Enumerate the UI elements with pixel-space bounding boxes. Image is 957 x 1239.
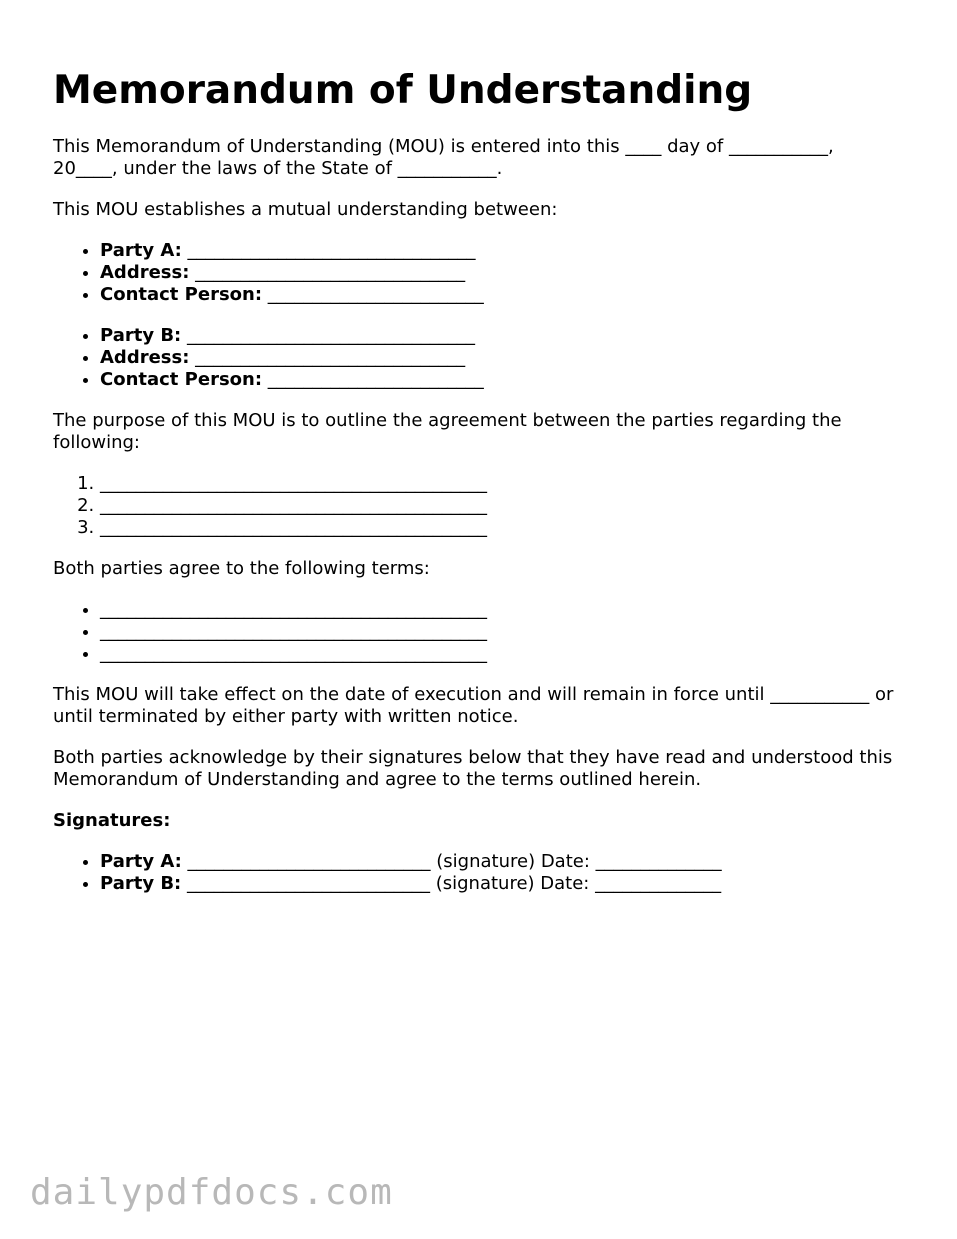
- party-b-list: [53, 325, 903, 391]
- party-b-name-line: ________________________________: [187, 325, 475, 346]
- terms-intro-paragraph: Both parties agree to the following terms:: [53, 558, 430, 579]
- party-a-address-line: ______________________________: [195, 262, 466, 283]
- party-a-list: [53, 240, 903, 306]
- party-b-contact-line: ________________________: [267, 369, 484, 390]
- list-item: • ___________________________________________: [100, 643, 903, 665]
- party-b-name: [100, 325, 903, 347]
- list-item: 3. ___________________________________________: [100, 517, 903, 539]
- party-a-address: [100, 262, 903, 284]
- party-a-name: [100, 240, 903, 262]
- list-item: 1. ___________________________________________: [100, 473, 903, 495]
- party-b-address-line: ______________________________: [195, 347, 466, 368]
- party-b-contact-label: Contact Person:: [100, 369, 263, 390]
- signature-party-a-label: Party A:: [100, 851, 182, 872]
- document-title: Memorandum of Understanding: [53, 68, 753, 113]
- document-page: [53, 68, 903, 914]
- establishes-paragraph: This MOU establishes a mutual understanding between:: [53, 199, 558, 220]
- signature-party-a-line: ___________________________ (signature) Date: ______________: [187, 851, 722, 872]
- watermark: dailypdfdocs.com: [30, 1172, 393, 1213]
- party-b-name-label: Party B:: [100, 325, 182, 346]
- party-b-address: [100, 347, 903, 369]
- effect-paragraph: This MOU will take effect on the date of execution and will remain in force until ___________ or until terminated by either party with written notice.: [53, 684, 894, 727]
- intro-paragraph: This Memorandum of Understanding (MOU) is entered into this ____ day of ___________, 20____, under the laws of the State of ___________.: [53, 136, 834, 179]
- signature-party-b: [100, 873, 903, 895]
- acknowledge-paragraph: Both parties acknowledge by their signatures below that they have read and understood this Memorandum of Understanding and agree to the terms outlined herein.: [53, 747, 893, 790]
- party-a-name-label: Party A:: [100, 240, 182, 261]
- party-a-address-label: Address:: [100, 262, 190, 283]
- list-item: • ___________________________________________: [100, 599, 903, 621]
- list-item: 2. ___________________________________________: [100, 495, 903, 517]
- purpose-list: [53, 473, 903, 539]
- party-a-name-line: ________________________________: [187, 240, 476, 261]
- list-item: • ___________________________________________: [100, 621, 903, 643]
- party-a-contact: [100, 284, 903, 306]
- signature-party-b-label: Party B:: [100, 873, 182, 894]
- signature-party-b-line: ___________________________ (signature) Date: ______________: [187, 873, 722, 894]
- party-b-contact: [100, 369, 903, 391]
- signature-party-a: [100, 851, 903, 873]
- party-b-address-label: Address:: [100, 347, 190, 368]
- purpose-paragraph: The purpose of this MOU is to outline the agreement between the parties regarding the following:: [53, 410, 842, 453]
- signatures-list: [53, 851, 903, 895]
- terms-list: [53, 599, 903, 665]
- signatures-heading: Signatures:: [53, 810, 171, 831]
- party-a-contact-label: Contact Person:: [100, 284, 263, 305]
- party-a-contact-line: ________________________: [267, 284, 484, 305]
